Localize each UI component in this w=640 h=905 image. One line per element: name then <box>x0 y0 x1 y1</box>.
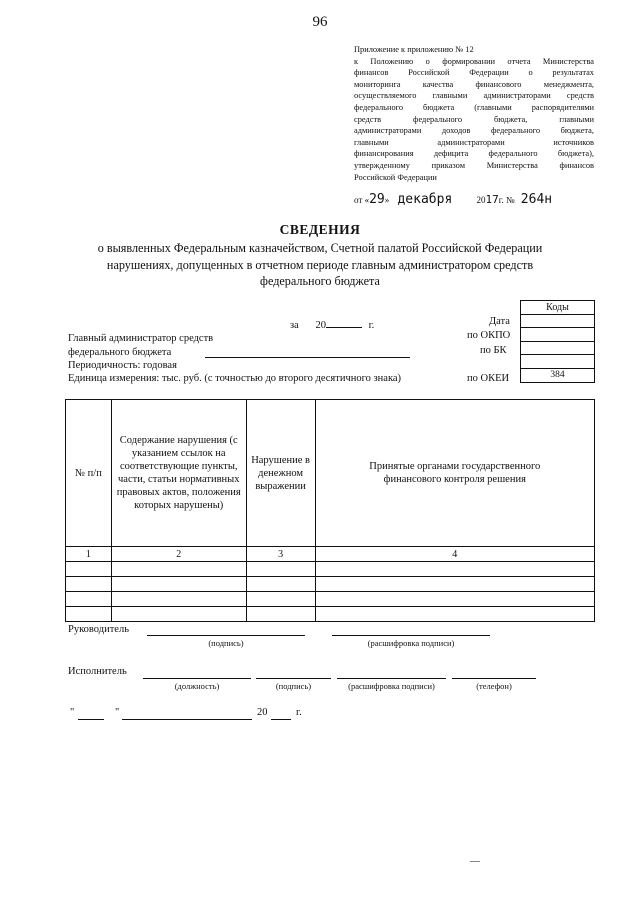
head-signature-input[interactable] <box>147 635 305 636</box>
period-za: за <box>290 320 299 331</box>
document-heading: СВЕДЕНИЯ <box>279 222 361 237</box>
executor-position-caption: (должность) <box>174 681 220 691</box>
code-okpo[interactable] <box>521 328 595 342</box>
okpo-label: по ОКПО <box>467 330 511 341</box>
code-bk[interactable] <box>521 341 595 355</box>
head-signature-caption: (подпись) <box>208 638 244 648</box>
appendix-line: средств федерального бюджета, главными <box>354 114 594 124</box>
executor-phone-caption: (телефон) <box>476 681 512 691</box>
table-cell[interactable] <box>315 592 594 607</box>
table-cell[interactable] <box>246 562 315 577</box>
document-subtitle <box>0 240 640 290</box>
period-year-prefix: 20 <box>315 320 326 331</box>
date-quote-open: " <box>70 707 75 718</box>
sign-month-input[interactable] <box>122 719 252 720</box>
sign-year-prefix: 20 <box>257 707 268 718</box>
sign-year-suffix: г. <box>296 707 302 718</box>
head-decode-caption: (расшифровка подписи) <box>367 638 455 648</box>
violations-table <box>65 399 595 622</box>
codes-table <box>520 300 595 383</box>
table-row <box>66 607 595 622</box>
table-row <box>66 592 595 607</box>
table-cell[interactable] <box>111 562 246 577</box>
executor-decode-input[interactable] <box>337 678 446 679</box>
appendix-line: Приложение к приложению № 12 <box>354 45 474 54</box>
period-year-input[interactable] <box>326 316 362 328</box>
admin-label-line2: федерального бюджета <box>68 347 172 358</box>
appendix-line: финансов Российской Федерации о результатах <box>354 68 594 78</box>
period-year-suffix: г. <box>368 320 375 331</box>
table-cell[interactable] <box>315 577 594 592</box>
table-cell[interactable] <box>315 607 594 622</box>
col-header-number: № п/п <box>66 400 112 547</box>
code-okei: 384 <box>521 368 595 382</box>
date-mid: » <box>384 195 390 205</box>
subtitle-line: федерального бюджета <box>260 274 380 288</box>
subtitle-line: о выявленных Федеральным казначейством, Счетной палатой Российской Федерации <box>97 241 543 255</box>
date-year: 17 <box>485 193 499 206</box>
col-num: 1 <box>66 547 112 562</box>
table-cell[interactable] <box>66 577 112 592</box>
col-num: 3 <box>246 547 315 562</box>
subtitle-line: нарушениях, допущенных в отчетном периоде главным администратором средств <box>106 257 534 272</box>
sign-day-input[interactable] <box>78 719 104 720</box>
page-number: 96 <box>312 14 328 30</box>
col-num: 4 <box>315 547 594 562</box>
executor-signature-caption: (подпись) <box>275 681 312 691</box>
head-label: Руководитель <box>68 624 129 635</box>
col-header-amount: Нарушение в денежном выражении <box>246 400 315 547</box>
executor-phone-input[interactable] <box>452 678 536 679</box>
table-row <box>66 577 595 592</box>
codes-header: Коды <box>521 301 595 315</box>
table-cell[interactable] <box>66 562 112 577</box>
scan-artifact <box>470 861 480 862</box>
sign-year-input[interactable] <box>271 719 291 720</box>
table-header-row <box>66 400 595 547</box>
date-quote-close: " <box>115 707 120 718</box>
bk-label: по БК <box>480 345 507 356</box>
okei-label: по ОКЕИ <box>467 373 510 384</box>
table-row <box>66 562 595 577</box>
appendix-line: федерального бюджета (главными распорядителями <box>354 102 594 112</box>
col-header-content: Содержание нарушения (с указанием ссылок на соответствующие пункты, части, статьи нормативных правовых актов, положения которых нарушены) <box>111 400 246 547</box>
code-blank[interactable] <box>521 355 595 369</box>
code-date[interactable] <box>521 314 595 328</box>
col-header-decisions: Принятые органами государственного финансового контроля решения <box>315 400 594 547</box>
table-cell[interactable] <box>111 592 246 607</box>
date-year-suffix: г. № <box>498 195 515 205</box>
table-cell[interactable] <box>66 592 112 607</box>
appendix-line: мониторинга качества финансового менеджмента, <box>354 79 594 89</box>
table-cell[interactable] <box>246 607 315 622</box>
table-cell[interactable] <box>315 562 594 577</box>
table-cell[interactable] <box>111 607 246 622</box>
appendix-date <box>354 192 599 210</box>
unit-of-measure: Единица измерения: тыс. руб. (с точностью до второго десятичного знака) <box>68 373 402 384</box>
appendix-line: Российской Федерации <box>354 172 437 182</box>
date-label: Дата <box>489 316 510 327</box>
appendix-note <box>354 44 594 183</box>
date-year-prefix: 20 <box>476 195 486 205</box>
head-decode-input[interactable] <box>332 635 490 636</box>
table-cell[interactable] <box>246 592 315 607</box>
appendix-line: утвержденному приказом Министерства финансов <box>354 160 594 170</box>
appendix-line: администраторами доходов федерального бюджета, <box>354 126 594 136</box>
date-month: декабря <box>397 192 453 207</box>
table-cell[interactable] <box>246 577 315 592</box>
order-number: 264н <box>520 192 553 207</box>
executor-label: Исполнитель <box>68 666 127 677</box>
appendix-line: главными администраторами источников <box>354 137 594 147</box>
period-field <box>290 316 374 331</box>
executor-decode-caption: (расшифровка подписи) <box>348 681 435 691</box>
table-cell[interactable] <box>66 607 112 622</box>
appendix-line: к Положению о формировании отчета Министерства <box>354 56 594 66</box>
date-day: 29 <box>369 192 385 207</box>
admin-label-line1: Главный администратор средств <box>68 333 214 344</box>
executor-signature-input[interactable] <box>256 678 331 679</box>
admin-name-input[interactable] <box>205 357 410 358</box>
periodicity: Периодичность: годовая <box>68 360 177 371</box>
col-num: 2 <box>111 547 246 562</box>
executor-position-input[interactable] <box>143 678 251 679</box>
table-number-row <box>66 547 595 562</box>
date-prefix: от « <box>354 195 370 205</box>
appendix-line: осуществляемого главными администраторами средств <box>354 91 594 101</box>
appendix-line: финансирования дефицита федерального бюджета), <box>354 149 594 159</box>
table-cell[interactable] <box>111 577 246 592</box>
